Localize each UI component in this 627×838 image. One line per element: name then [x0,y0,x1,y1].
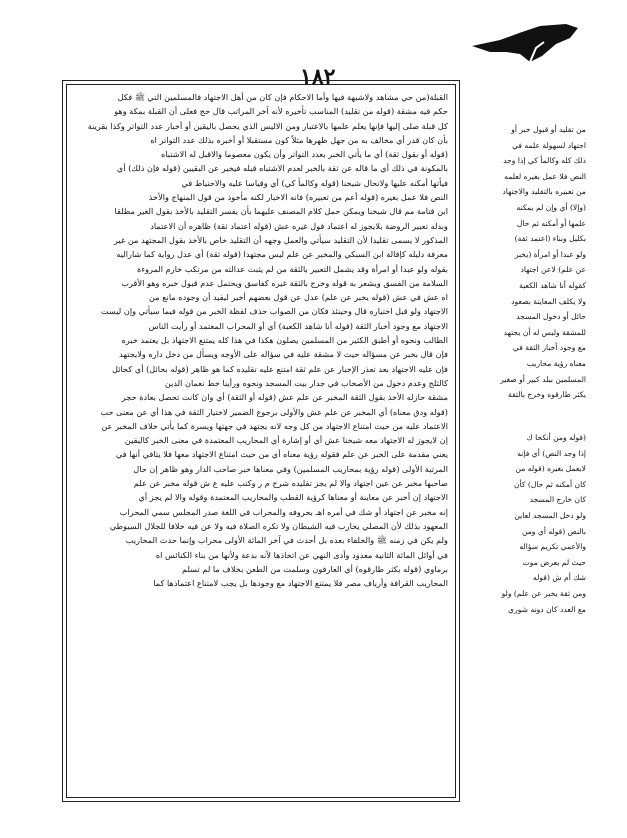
margin-note-line: والأعمي تكريم سؤاله [519,542,586,552]
margin-note-line: كان أمكنه ثم حال) كأن [513,479,586,489]
margin-note-line: حائل أو دخول المسجد [516,312,586,322]
main-text-line: اه عش في عش (قوله يخبر عن علم) عدل عن قول بعضهم أخبر ليفيد أن وجوده مانع من [148,292,448,303]
main-text-line: الاجتهاد مع وجود أخبار الثقة (قوله أنا شاهد الكعبة) أي أو المحراب المعتمد أو رأيت الناس [148,320,448,331]
main-text-line: المذكور لا يسمى تقليدا لأن التقليد سيأتي والعمل وجهه أن التقليد خاص بالأخذ بقول المجتهد من غير [114,234,448,245]
margin-note-line: (قوله ومن أنكحا ك [526,433,586,442]
main-text-line: صاحبها مخبر عن عين اجتهاد والا لم يجز تقليده شرح م ر وكتب عليه ع ش قوله مخبر عن علم [133,478,448,489]
main-text-line: وبدله تعبير الروضة بلايجوز له اعتماد قول غيره عش (قوله اعتماد ثقة) ظاهره أن الاعتماد [150,220,448,231]
main-text-line: يعني مقدمة على الخبر عن علم فقوله رؤية معناه أي من حيث امتناع الاجتهاد معها فلا يتافي أنها في [115,449,448,460]
margin-note-line: للمشقة وليس له أن يجتهد [503,327,586,337]
main-text-line: كل قبلة صلى إليها فإنها يعلم علمها بالاعتبار ومن الاليس الذي يحصل باليقين أو أخبار عدد التواتر وكذا بقرينة [87,120,448,131]
ink-blot [470,22,580,64]
margin-note-line: كان خارج المسجد [529,495,586,505]
margin-note-line: عن علم) لاعن اجتهاد [520,265,586,275]
margin-note-line: إذا وجد النص) أي فإنه [517,448,586,458]
margin-note-top [468,122,586,403]
margin-note-line: ولا يكلف المعاينة بصعود [511,296,586,306]
margin-note-line: يكثر طارقوه وخرج بالثقة [508,390,586,400]
main-text-line: الاعتماد عليه من حيث امتناع الاجتهاد من كل وجه لانه يجتهد في جهتها ويسرة كما يأتي خلاف المخبر عن [101,420,448,431]
main-text-line: معرفة دليله كإقالة ابن السبكي والمخبر عن علم ليس مجتهدا (قوله ثقة) أي عدل رواية كما شاراليه [116,249,448,260]
main-text-line: في أوائل المائة الثانية معدود وأدى النهي عن اتخاذها لأنه بدعة ولأنها من بناء الكنائس اه [155,549,448,560]
margin-note-line: اجتهاد لسهولة علمه في [512,140,586,150]
margin-note-line: لايعمل بغيره (قوله من [515,464,586,474]
main-text-line: فيأتها أمكنه عليها ولاتحال شيخنا (قوله وكالمأ كي) أي وقياسا عليه والاحتياط في [181,177,448,188]
margin-note-line: ولو دخل المسجد لعاين [514,510,586,520]
main-text-line: كالثلج وعدم دخول من الأصحاب في جدار بيت المسجد ونحوه ورأينا خط نعمان الدين [164,377,448,388]
margin-note-line: ذلك كله وكالمأ كي إذا وجد [503,156,586,166]
main-text-line: السلامة من الفسق ويشعر به قوله وخرج بالثقة غيره كفاسق ويحتمل عدم قبول خبره وهو الأقرب [121,277,448,288]
margin-note-line: ومن ثقة يخبر عن علم) ولو [501,588,586,598]
margin-note-line: علمها أو أمكنه ثم حال [516,218,586,228]
main-text-line: الاجتهاد ولو قبل اختياره قال وحينئذ فكان من الصواب حذف لفظة الخبر من قوله فيما سيأتي وإن ليست [100,306,448,317]
margin-note-line: (وإلا) أي وإن لم يمكنه [516,202,586,212]
margin-note-line: كقوله أنا شاهد الكعبة [519,280,586,290]
main-text-block [72,90,448,790]
margin-note-line: بالنص (قوله أي ومن [521,526,586,536]
main-text-line: المعهود بذلك لأن المصلي يحارب فيه الشيطان ولا تكره الصلاة فيه ولا عن فيه خلافا للجلال السيوطي [109,520,448,531]
main-text-line: الطالب ونحوه أو أطبق الكثير من المسلمين يصلون هكذا في هذا كله يمتنع الاجتهاد بل يعتمد خبره [121,335,448,346]
main-text-line: (قوله أو بقول ثقة) أي ما يأتي الخبر بعدد التواتر وأن يكون معصوما والاقبل له الاشتباه [160,149,448,160]
main-text-line: المحاريب القرافة وأرياف مصر فلا يمتنع الاجتهاد مع وجودها بل يجب لامتناع اعتمادها كما [153,578,448,589]
main-text-line: بأن كان قدر أي مخالف به من جهل ظهرها مثلاً كون مستقبلا أو أخبره بذلك عدد التواتر اه [150,134,448,145]
margin-note-line: شك أم ش (قوله [533,573,586,583]
main-text-line: حكم فيه مشقة (قوله من تقليد) المناسب تأخيره لأنه آخر المراتب قال حج فعلى أن القبلة بمكة وهو [114,106,448,117]
main-text-line: إنه مخبر عن اجتهاد أو شك في أمره اهـ بحروفه والمحراب في اللغة صدر المجلس سمي المحراب [119,506,448,517]
margin-note-line: مع وجود أخبار الثقة في [512,343,586,353]
margin-note-line: من تعبيره بالتقليد والاجتهاد [502,187,586,197]
main-text-line: بالمكونة في ذلك أي ما قاله عن ثقة بالخبر لعدم الاشتباه قبله فيخير عن البقيين (قوله فإن ذلك) أي [116,163,448,174]
margin-note-line: المسلمين ببلد كبير أو صغير [500,374,586,384]
main-text-line: القبلة(من حي مشاهد ولاشبهة فيها وأما الاحكام فإن كان من أهل الاجتهاد فالمسلمين التي ﷺ فكل [117,92,448,102]
margin-note-line: مع العدد كان دونه شوري [508,604,586,614]
main-text-line: ابن قتامة مم قال شيخنا ويمكن حمل كلام المصنف عليهما بأن يفسر التقليد بالأخذ بقول الغير مطلقا [114,206,448,217]
main-text-line: ولم يكن في زمنه ﷺ والخلفاء بعده بل أحدث في آخر المائة الأولى محراب وإنما حدث المحاريب [125,535,448,546]
main-text-line: المرتبة الأولى (قوله رؤية بمحاريب المسلمين) وفي معناها خبر صاحب الدار وهو ظاهر إن حال [133,463,448,474]
margin-note-line: من تقليد أو قبول خبر أو [511,125,586,134]
main-text-line: مشقة حازله الأخذ بقول الثقة المخبر عن علم عش (قوله أو الثقة) أي وان كانت تحصل بعادة حجر [121,392,448,403]
margin-note-line: حيث لم يعرض موت [522,557,586,567]
main-text-line: بقوله ولو عبدا أو امرأة وقد يشمل التعبير بالثقة من لم يثبت عدالته من مرتكب خارم المروءة [136,263,448,274]
margin-note-line: النص فلا عمل بغيره لعلمه [504,171,586,181]
margin-note-bottom [468,430,586,617]
main-text-line: (قوله ودق معناه) أي المخبر عن علم عش والأولى برجوع الضمير لاختيار الثقة في هذا أي عن معنى حب [100,406,448,417]
margin-note-line: ولو عبدا أو امرأة (يخبر [514,249,586,259]
main-text-line: فإن قال بخبر عن مسؤاله حيث لا مشقة عليه في سؤاله على الأوجه ويسأل من دخل داره ولايجتهد [119,349,448,360]
main-text-line: فإن عليه الاجتهاد بعد تعذر الإخبار عن علم ثقة امتنع عليه تقليده كما هو ظاهر (قوله بحائل) أي كحائل [112,363,448,374]
main-text-line: برماوي (قوله بكثر طارقوه) أي العارفون وسلمت من الطعن بخلاف ما لم تسلم [182,563,448,574]
main-text-line: النص فلا عمل بغيره (قوله أعم من تعبيره) فانه الاخبار لكنه مأخوذ من قول المنهاج والأخذ [148,192,448,203]
main-text-line: إن لايجوز له الاجتهاد معه شيخنا عش أي أو إشارة أي المحاريب المعتمدة في معنى الخبر كاليقين [124,435,448,446]
main-text-line: الاجتهاد إن أخبر عن معاينة أو معناها كرؤية القطب والمحاريب المعتمدة وقوله والا لم يجز أي [138,492,448,503]
margin-note-line: بكليل وبناء (اعتمد ثقة) [514,234,586,244]
margin-note-line: معناه رؤية محاريب [526,358,586,368]
page-number: ١٨٢ [300,64,336,90]
